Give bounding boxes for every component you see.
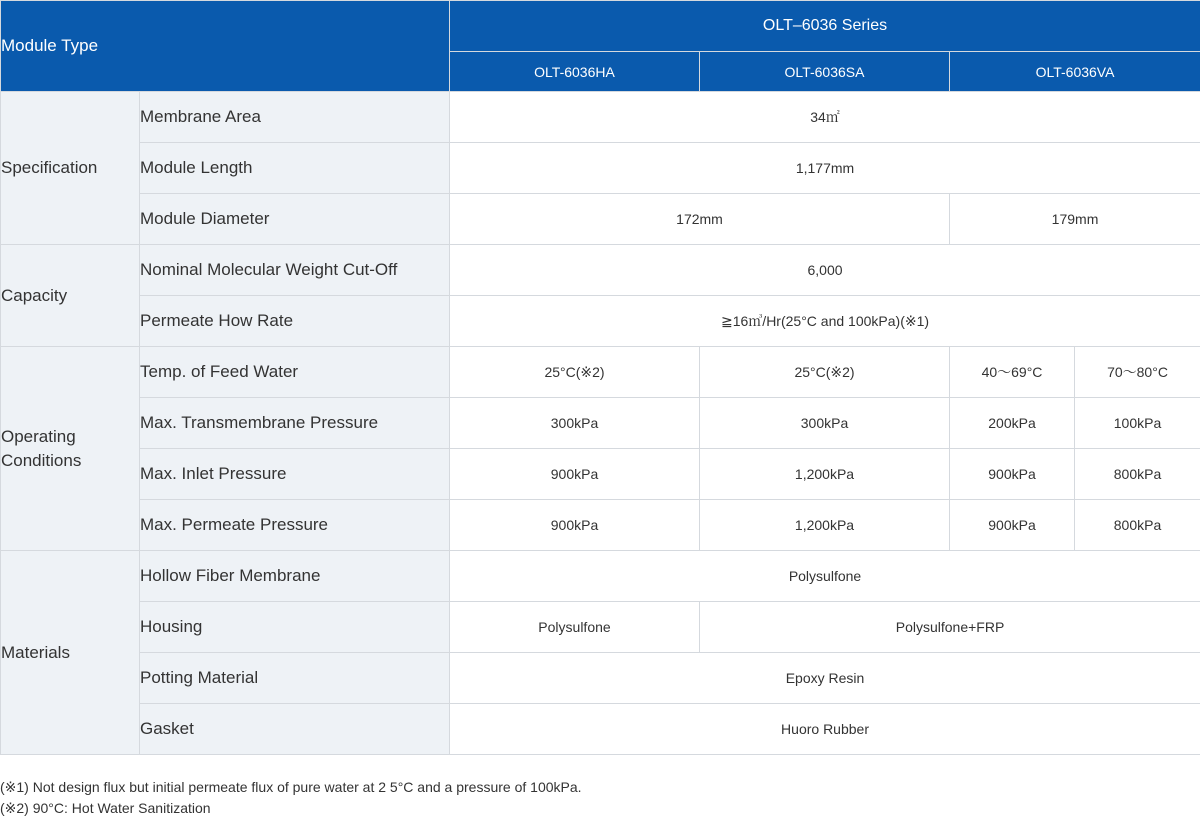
param-module-diameter: Module Diameter <box>140 194 450 245</box>
footnote-2: (※2) 90°C: Hot Water Sanitization <box>0 798 582 819</box>
category-capacity: Capacity <box>1 245 140 347</box>
value-max-tmp-sa: 300kPa <box>700 398 950 449</box>
value-max-permeate-pressure-va2: 800kPa <box>1075 500 1200 551</box>
value-feed-temp-va1: 40〜69°C <box>950 347 1075 398</box>
value-membrane-area: 34㎡ <box>450 92 1200 143</box>
model-header-ha: OLT-6036HA <box>450 52 700 92</box>
value-module-diameter-va: 179mm <box>950 194 1200 245</box>
module-type-header: Module Type <box>1 1 450 92</box>
series-header: OLT–6036 Series <box>450 1 1200 52</box>
value-max-inlet-va1: 900kPa <box>950 449 1075 500</box>
category-specification: Specification <box>1 92 140 245</box>
table-row <box>1 653 1200 704</box>
table-row <box>1 449 1200 500</box>
value-housing-ha: Polysulfone <box>450 602 700 653</box>
param-module-length: Module Length <box>140 143 450 194</box>
table-row <box>1 143 1200 194</box>
param-gasket: Gasket <box>140 704 450 755</box>
value-module-diameter-ha-sa: 172mm <box>450 194 950 245</box>
footnote-1: (※1) Not design flux but initial permeate flux of pure water at 2 5°C and a pressure of 100kPa. <box>0 777 582 798</box>
table-row <box>1 500 1200 551</box>
table-row <box>1 92 1200 143</box>
model-header-sa: OLT-6036SA <box>700 52 950 92</box>
value-feed-temp-sa: 25°C(※2) <box>700 347 950 398</box>
value-feed-temp-ha: 25°C(※2) <box>450 347 700 398</box>
footnotes <box>0 777 582 819</box>
table-row <box>1 347 1200 398</box>
value-max-inlet-va2: 800kPa <box>1075 449 1200 500</box>
value-max-inlet-sa: 1,200kPa <box>700 449 950 500</box>
param-membrane-area: Membrane Area <box>140 92 450 143</box>
param-max-tmp: Max. Transmembrane Pressure <box>140 398 450 449</box>
param-max-permeate-pressure: Max. Permeate Pressure <box>140 500 450 551</box>
value-max-tmp-va1: 200kPa <box>950 398 1075 449</box>
param-hollow-fiber: Hollow Fiber Membrane <box>140 551 450 602</box>
param-max-inlet: Max. Inlet Pressure <box>140 449 450 500</box>
category-operating-conditions <box>1 347 140 551</box>
param-housing: Housing <box>140 602 450 653</box>
table-row <box>1 551 1200 602</box>
value-module-length: 1,177mm <box>450 143 1200 194</box>
value-max-permeate-pressure-ha: 900kPa <box>450 500 700 551</box>
table-row <box>1 194 1200 245</box>
param-permeate-flow: Permeate How Rate <box>140 296 450 347</box>
table-row <box>1 602 1200 653</box>
value-max-tmp-ha: 300kPa <box>450 398 700 449</box>
value-housing-sa-va: Polysulfone+FRP <box>700 602 1200 653</box>
table-row <box>1 245 1200 296</box>
value-max-permeate-pressure-sa: 1,200kPa <box>700 500 950 551</box>
value-mwco: 6,000 <box>450 245 1200 296</box>
table-row <box>1 296 1200 347</box>
param-potting: Potting Material <box>140 653 450 704</box>
value-gasket: Huoro Rubber <box>450 704 1200 755</box>
model-header-va: OLT-6036VA <box>950 52 1200 92</box>
param-feed-temp: Temp. of Feed Water <box>140 347 450 398</box>
category-operating-line2: Conditions <box>1 451 81 470</box>
category-operating-line1: Operating <box>1 427 76 446</box>
value-max-permeate-pressure-va1: 900kPa <box>950 500 1075 551</box>
value-potting: Epoxy Resin <box>450 653 1200 704</box>
value-feed-temp-va2: 70〜80°C <box>1075 347 1200 398</box>
table-row <box>1 704 1200 755</box>
value-max-tmp-va2: 100kPa <box>1075 398 1200 449</box>
param-mwco: Nominal Molecular Weight Cut-Off <box>140 245 450 296</box>
value-max-inlet-ha: 900kPa <box>450 449 700 500</box>
value-hollow-fiber: Polysulfone <box>450 551 1200 602</box>
category-materials: Materials <box>1 551 140 755</box>
value-permeate-flow: ≧16㎥/Hr(25°C and 100kPa)(※1) <box>450 296 1200 347</box>
table-row <box>1 398 1200 449</box>
